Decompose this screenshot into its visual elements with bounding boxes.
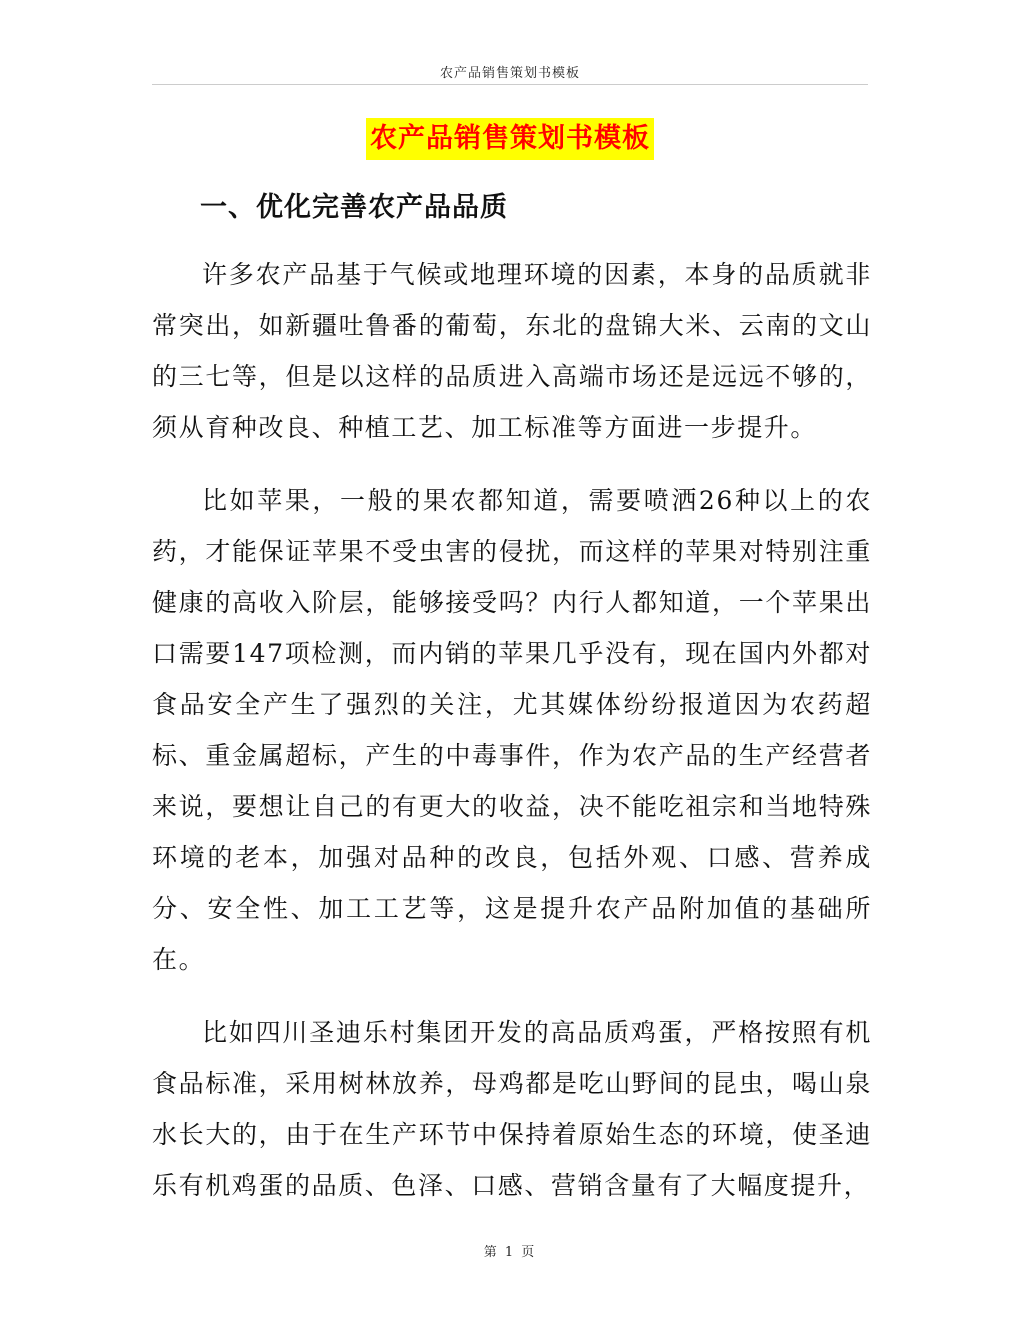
- page-number: 第 1 页: [483, 1245, 537, 1260]
- title-container: [0, 118, 1020, 160]
- paragraph-2: 比如苹果，一般的果农都知道，需要喷洒26种以上的农药，才能保证苹果不受虫害的侵扰，而这样的苹果对特别注重健康的高收入阶层，能够接受吗？内行人都知道，一个苹果出口需要147项检测，而内销的苹果几乎没有，现在国内外都对食品安全产生了强烈的关注，尤其媒体纷纷报道因为农药超标、重金属超标，产生的中毒事件，作为农产品的生产经营者来说，要想让自己的有更大的收益，决不能吃祖宗和当地特殊环境的老本，加强对品种的改良，包括外观、口感、营养成分、安全性、加工工艺等，这是提升农产品附加值的基础所在。: [152, 486, 872, 974]
- running-header: 农产品销售策划书模板: [439, 66, 580, 81]
- body-text: [152, 249, 872, 1233]
- section-heading: 一、优化完善农产品品质: [200, 192, 508, 223]
- header-divider: [152, 84, 868, 85]
- paragraph-1: 许多农产品基于气候或地理环境的因素，本身的品质就非常突出，如新疆吐鲁番的葡萄，东北的盘锦大米、云南的文山的三七等，但是以这样的品质进入高端市场还是远远不够的，须从育种改良、种植工艺、加工标准等方面进一步提升。: [152, 260, 872, 442]
- document-title: 农产品销售策划书模板: [366, 118, 654, 160]
- paragraph-3: 比如四川圣迪乐村集团开发的高品质鸡蛋，严格按照有机食品标准，采用树林放养，母鸡都是吃山野间的昆虫，喝山泉水长大的，由于在生产环节中保持着原始生态的环境，使圣迪乐有机鸡蛋的品质、色泽、口感、营销含量有了大幅度提升，: [152, 1018, 872, 1200]
